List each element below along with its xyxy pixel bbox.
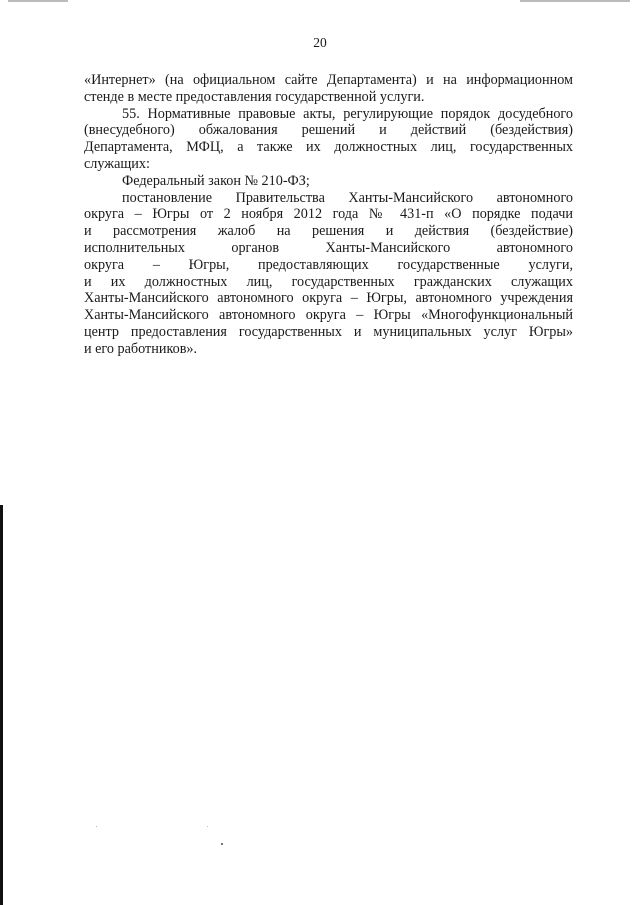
- text-line: стенде в месте предоставления государственной услуги.: [84, 88, 425, 105]
- text-line: постановление Правительства Ханты-Мансийского автономного: [122, 189, 573, 206]
- scan-artifact: [8, 0, 68, 2]
- scan-edge-shadow: [0, 505, 3, 905]
- text-line: 55. Нормативные правовые акты, регулирующие порядок досудебного: [122, 105, 573, 122]
- scan-artifact: [520, 0, 630, 2]
- text-line: округа – Югры от 2 ноября 2012 года № 431-п «О порядке подачи: [84, 206, 573, 223]
- scan-speck: [96, 826, 97, 827]
- text-line: округа – Югры, предоставляющих государственные услуги,: [84, 256, 573, 273]
- text-line: служащих:: [84, 155, 150, 172]
- scan-speck: [221, 843, 223, 845]
- text-line: «Интернет» (на официальном сайте Департамента) и на информационном: [84, 72, 573, 88]
- text-line: Ханты-Мансийского автономного округа – Югры «Многофункциональный: [84, 307, 573, 324]
- text-line: Ханты-Мансийского автономного округа – Югры, автономного учреждения: [84, 290, 573, 307]
- text-line: и рассмотрения жалоб на решения и действия (бездействие): [84, 223, 573, 240]
- text-line: и их должностных лиц, государственных гражданских служащих: [84, 273, 573, 290]
- text-line: Департамента, МФЦ, а также их должностных лиц, государственных: [84, 139, 573, 156]
- scan-speck: [207, 826, 208, 827]
- text-line: центр предоставления государственных и муниципальных услуг Югры»: [84, 323, 573, 340]
- text-line: Федеральный закон № 210-ФЗ;: [122, 172, 310, 189]
- text-line: исполнительных органов Ханты-Мансийского автономного: [84, 239, 573, 256]
- text-line: и его работников».: [84, 340, 198, 357]
- text-line: (внесудебного) обжалования решений и действий (бездействия): [84, 122, 573, 139]
- page-number: 20: [313, 35, 327, 50]
- document-body: [84, 72, 573, 358]
